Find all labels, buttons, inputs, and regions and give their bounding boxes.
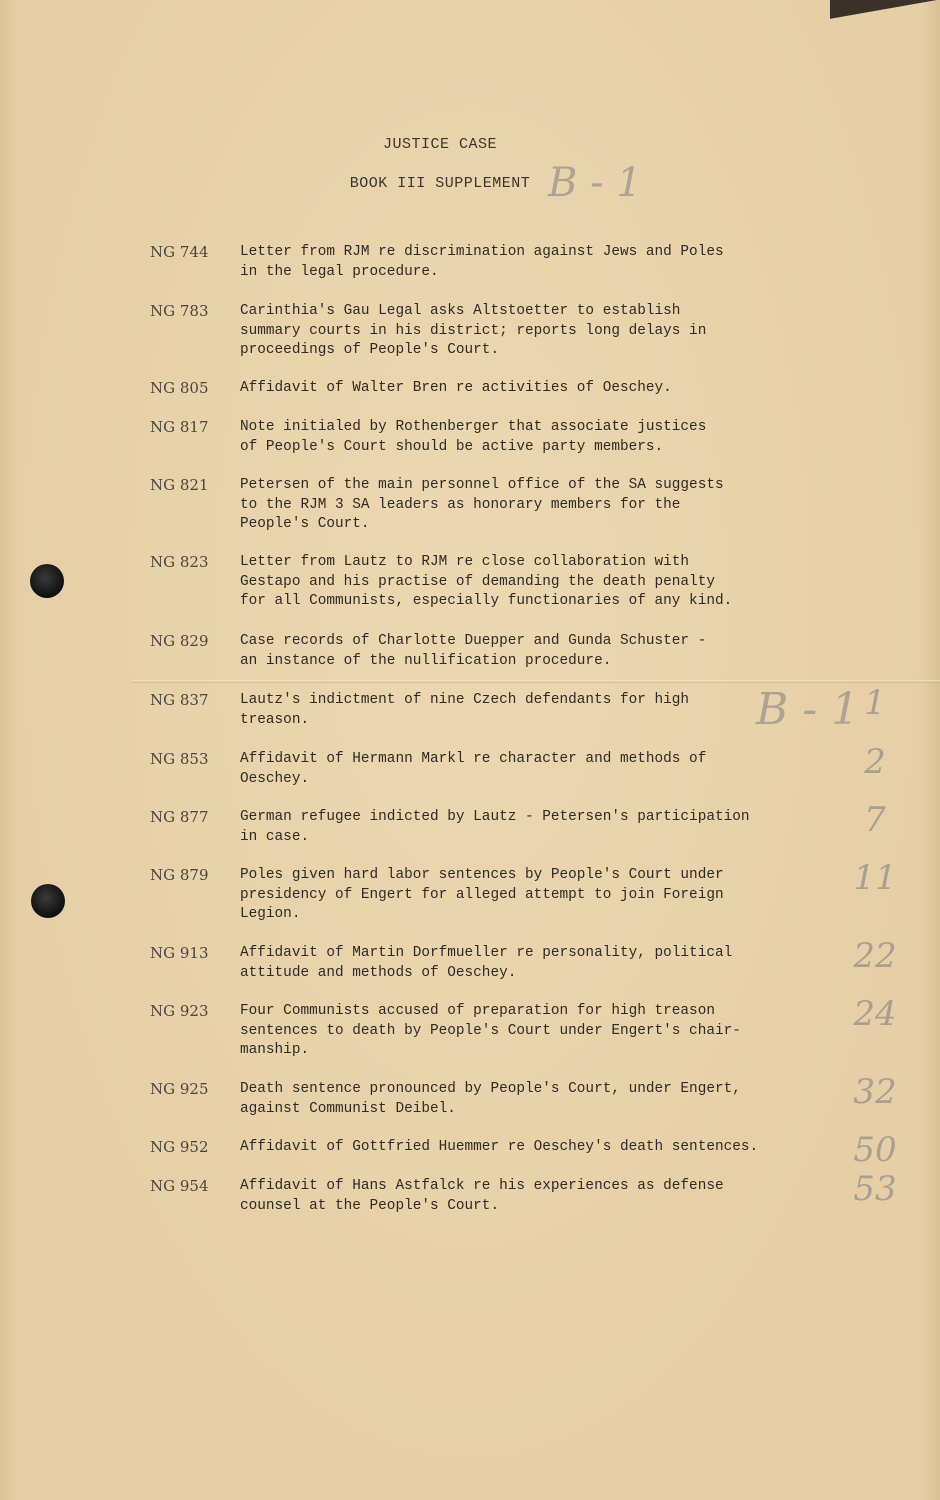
entry-description: Carinthia's Gau Legal asks Altstoetter to establish summary courts in his district; reports long delays in proceedings of People's Court. bbox=[240, 303, 707, 359]
entry-ref: NG 925 bbox=[150, 1080, 209, 1098]
entry-page-number: 53 bbox=[853, 1169, 897, 1209]
entry-description: Letter from RJM re discrimination against Jews and Poles in the legal procedure. bbox=[240, 244, 724, 280]
entry-description: Affidavit of Hans Astfalck re his experiences as defense counsel at the People's Court. bbox=[240, 1178, 724, 1214]
entry-description: Affidavit of Gottfried Huemmer re Oeschey's death sentences. bbox=[240, 1139, 759, 1155]
entry-description: Letter from Lautz to RJM re close collaboration with Gestapo and his practise of demanding the death penalty for all Communists, especially functionaries of any kind. bbox=[240, 554, 733, 610]
handwritten-book-mark: B - 1 bbox=[548, 160, 642, 206]
entry-page-number: 50 bbox=[853, 1130, 897, 1170]
entry-ref: NG 837 bbox=[150, 691, 209, 709]
entry-ref: NG 805 bbox=[150, 379, 209, 397]
entry-description: Affidavit of Martin Dorfmueller re personality, political attitude and methods of Oeschey. bbox=[240, 945, 733, 981]
entry-description: Lautz's indictment of nine Czech defendants for high treason. bbox=[240, 692, 690, 728]
entry-ref: NG 817 bbox=[150, 418, 209, 436]
entry-ref: NG 853 bbox=[150, 750, 209, 768]
handwritten-fold-mark: B - 1 bbox=[756, 684, 860, 735]
entry-description: Petersen of the main personnel office of the SA suggests to the RJM 3 SA leaders as honorary members for the People's Court. bbox=[240, 477, 724, 533]
entry-ref: NG 829 bbox=[150, 632, 209, 650]
entry-description: Affidavit of Walter Bren re activities of Oeschey. bbox=[240, 380, 672, 396]
entry-ref: NG 923 bbox=[150, 1002, 209, 1020]
entry-ref: NG 783 bbox=[150, 302, 209, 320]
entry-page-number: 22 bbox=[853, 936, 897, 976]
entry-ref: NG 913 bbox=[150, 944, 209, 962]
entry-ref: NG 821 bbox=[150, 476, 209, 494]
entry-ref: NG 823 bbox=[150, 553, 209, 571]
entry-ref: NG 877 bbox=[150, 808, 209, 826]
entry-description: Affidavit of Hermann Markl re character and methods of Oeschey. bbox=[240, 751, 707, 787]
entry-ref: NG 952 bbox=[150, 1138, 209, 1156]
entry-page-number: 7 bbox=[864, 800, 886, 840]
entry-page-number: 1 bbox=[864, 683, 886, 723]
entry-description: Case records of Charlotte Duepper and Gunda Schuster - an instance of the nullification procedure. bbox=[240, 633, 707, 669]
entry-page-number: 24 bbox=[853, 994, 897, 1034]
entry-ref: NG 879 bbox=[150, 866, 209, 884]
entry-page-number: 11 bbox=[853, 858, 897, 898]
entry-description: Four Communists accused of preparation for high treason sentences to death by People's Court under Engert's chair- manship. bbox=[240, 1003, 741, 1059]
entry-ref: NG 744 bbox=[150, 243, 209, 261]
document-subtitle: BOOK III SUPPLEMENT bbox=[349, 175, 531, 192]
entry-description: German refugee indicted by Lautz - Petersen's participation in case. bbox=[240, 809, 750, 845]
entry-description: Poles given hard labor sentences by People's Court under presidency of Engert for alleged attempt to join Foreign Legion. bbox=[240, 867, 724, 923]
entry-description: Note initialed by Rothenberger that associate justices of People's Court should be active party members. bbox=[240, 419, 707, 455]
document-title: JUSTICE CASE bbox=[382, 136, 498, 153]
entry-ref: NG 954 bbox=[150, 1177, 209, 1195]
entry-page-number: 2 bbox=[864, 742, 886, 782]
entry-page-number: 32 bbox=[853, 1072, 897, 1112]
entry-description: Death sentence pronounced by People's Court, under Engert, against Communist Deibel. bbox=[240, 1081, 741, 1117]
